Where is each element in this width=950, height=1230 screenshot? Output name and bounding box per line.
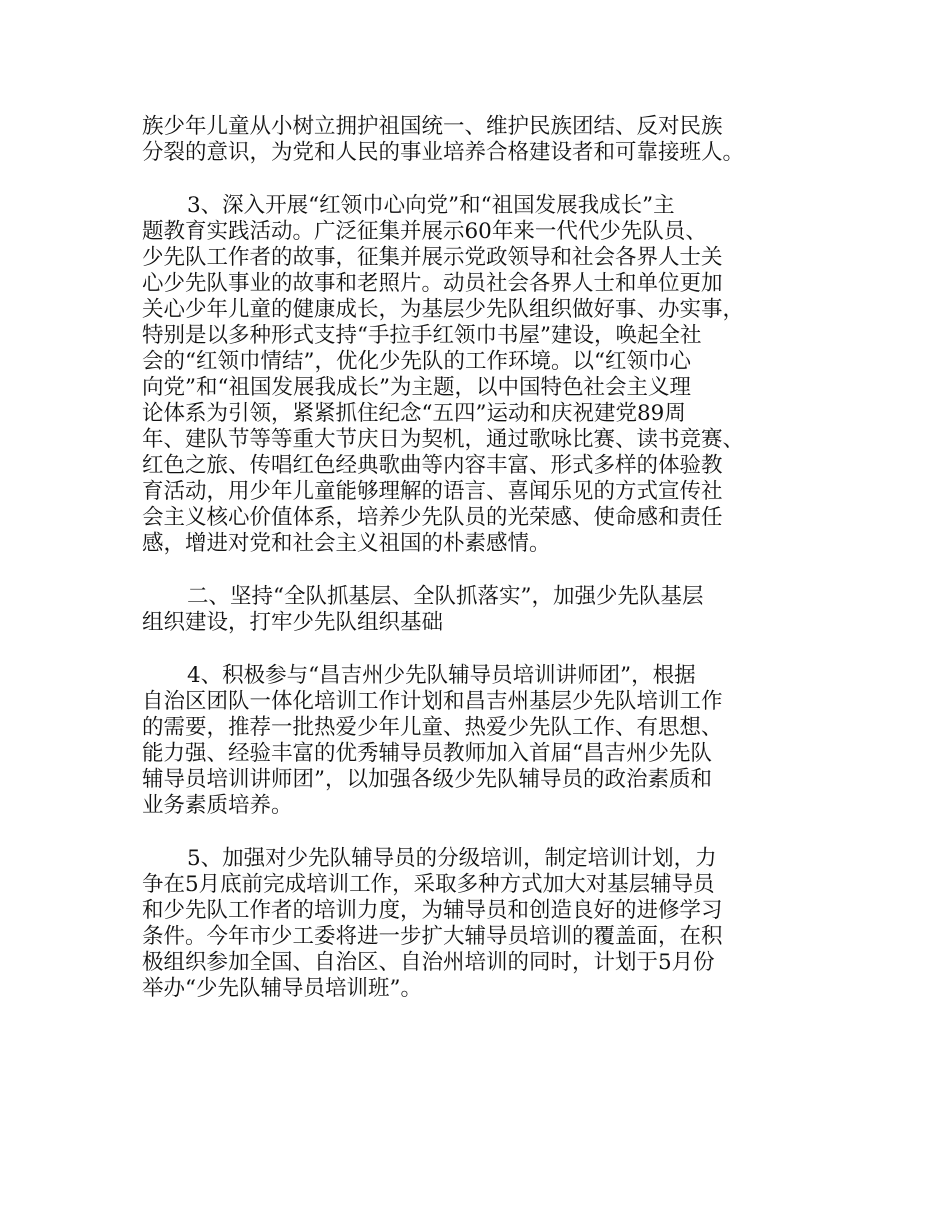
text-line: 少先队工作者的故事，征集并展示党政领导和社会各界人士关 bbox=[142, 245, 723, 270]
text-line: 向党”和“祖国发展我成长”为主题，以中国特色社会主义理 bbox=[142, 375, 691, 400]
text-line: 特别是以多种形式支持“手拉手红领巾书屋”建设，唤起全社 bbox=[142, 323, 702, 348]
text-line: 分裂的意识，为党和人民的事业培养合格建设者和可靠接班人。 bbox=[142, 140, 745, 165]
text-line: 自治区团队一体化培训工作计划和昌吉州基层少先队培训工作 bbox=[142, 689, 723, 714]
text-line: 育活动，用少年儿童能够理解的语言、喜闻乐见的方式宣传社 bbox=[142, 479, 723, 504]
text-line: 4、积极参与“昌吉州少先队辅导员培训讲师团”，根据 bbox=[187, 663, 696, 688]
text-line: 红色之旅、传唱红色经典歌曲等内容丰富、形式多样的体验教 bbox=[142, 453, 723, 478]
text-line: 3、深入开展“红领巾心向党”和“祖国发展我成长”主 bbox=[187, 193, 675, 218]
text-line: 极组织参加全国、自治区、自治州培训的同时，计划于5月份 bbox=[142, 950, 715, 975]
text-line: 条件。今年市少工委将进一步扩大辅导员培训的覆盖面，在积 bbox=[142, 924, 723, 949]
text-line: 年、建队节等等重大节庆日为契机，通过歌咏比赛、读书竞赛、 bbox=[142, 427, 745, 452]
text-line: 5、加强对少先队辅导员的分级培训，制定培训计划，力 bbox=[187, 846, 717, 871]
paragraph bbox=[142, 846, 822, 1002]
text-line: 和少先队工作者的培训力度，为辅导员和创造良好的进修学习 bbox=[142, 898, 723, 923]
text-line: 族少年儿童从小树立拥护祖国统一、维护民族团结、反对民族 bbox=[142, 114, 723, 139]
paragraph bbox=[142, 193, 822, 557]
text-line: 心少先队事业的故事和老照片。动员社会各界人士和单位更加 bbox=[142, 271, 723, 296]
paragraph bbox=[142, 663, 822, 819]
text-line: 辅导员培训讲师团”，以加强各级少先队辅导员的政治素质和 bbox=[142, 767, 712, 792]
text-line: 题教育实践活动。广泛征集并展示60年来一代代少先队员、 bbox=[142, 219, 707, 244]
text-line: 争在5月底前完成培训工作，采取多种方式加大对基层辅导员 bbox=[142, 872, 715, 897]
paragraph bbox=[142, 114, 822, 166]
text-line: 感，增进对党和社会主义祖国的朴素感情。 bbox=[142, 531, 551, 556]
text-line: 会的“红领巾情结”，优化少先队的工作环境。以“红领巾心 bbox=[142, 349, 691, 374]
text-line: 会主义核心价值体系，培养少先队员的光荣感、使命感和责任 bbox=[142, 505, 723, 530]
text-line: 组织建设，打牢少先队组织基础 bbox=[142, 610, 444, 635]
text-line: 能力强、经验丰富的优秀辅导员教师加入首届“昌吉州少先队 bbox=[142, 741, 712, 766]
text-line: 二、坚持“全队抓基层、全队抓落实”，加强少先队基层 bbox=[187, 584, 704, 609]
text-line: 关心少年儿童的健康成长，为基层少先队组织做好事、办实事， bbox=[142, 297, 745, 322]
text-line: 举办“少先队辅导员培训班”。 bbox=[142, 976, 422, 1001]
text-line: 论体系为引领，紧紧抓住纪念“五四”运动和庆祝建党89周 bbox=[142, 401, 686, 426]
text-line: 的需要，推荐一批热爱少年儿童、热爱少先队工作、有思想、 bbox=[142, 715, 723, 740]
document-body bbox=[142, 114, 822, 1002]
section-heading bbox=[142, 584, 822, 636]
text-line: 业务素质培养。 bbox=[142, 793, 293, 818]
